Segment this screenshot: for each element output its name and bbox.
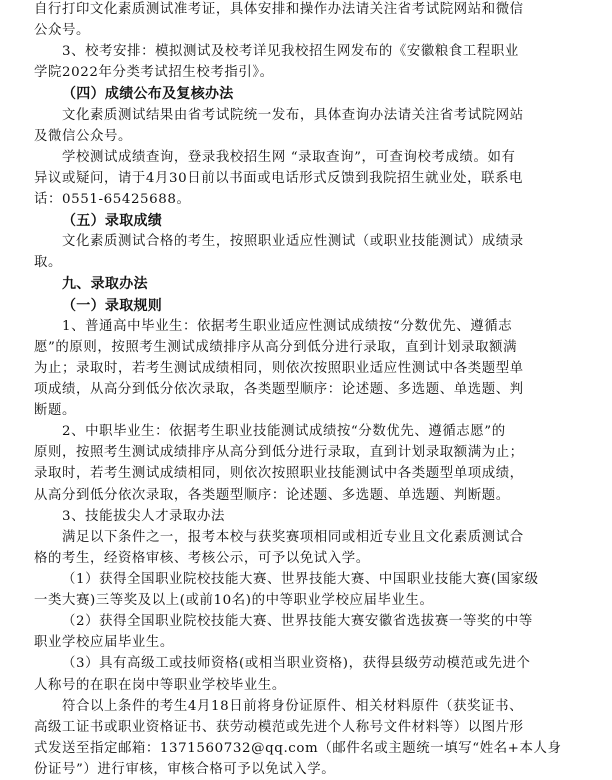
section-heading: （五）录取成绩 bbox=[62, 213, 163, 229]
paragraph-line: 人称号的在职在岗中等职业学校毕业生。 bbox=[34, 678, 286, 693]
section-heading: 九、录取办法 bbox=[62, 276, 148, 292]
paragraph-line: 高级工证书或职业资格证书、获劳动模范或先进个人称号文件材料等）以图片形 bbox=[34, 720, 524, 735]
paragraph-line: 份证号”）进行审核，审核合格可予以免试入学。 bbox=[34, 762, 336, 777]
section-heading: （一）录取规则 bbox=[62, 298, 163, 314]
paragraph-line: 及微信公众号。 bbox=[34, 129, 132, 144]
paragraph-line: 异议或疑问，请于4月30日前以书面或电话形式反馈到我院招生就业处，联系电 bbox=[34, 171, 524, 186]
paragraph-line: 符合以上条件的考生4月18日前将身份证原件、相关材料原件（获奖证书、 bbox=[62, 699, 524, 714]
paragraph-line: 1、普通高中毕业生：依据考生职业适应性测试成绩按“分数优先、遵循志 bbox=[62, 319, 513, 334]
paragraph-line: 2、中职毕业生：依据考生职业技能测试成绩按“分数优先、遵循志愿”的 bbox=[62, 424, 506, 439]
paragraph-line: 公众号。 bbox=[34, 23, 90, 38]
paragraph-line: 格的考生，经资格审核、考核公示，可予以免试入学。 bbox=[34, 551, 370, 566]
paragraph-line: 满足以下条件之一，报考本校与获奖赛项相同或相近专业且文化素质测试合 bbox=[62, 530, 524, 545]
paragraph-line: 一类大赛)三等奖及以上(或前10名)的中等职业学校应届毕业生。 bbox=[34, 593, 434, 608]
paragraph-line: （3）具有高级工或技师资格(或相当职业资格)，获得县级劳动模范或先进个 bbox=[62, 656, 531, 671]
paragraph-line: 3、校考安排：模拟测试及校考详见我校招生网发布的《安徽粮食工程职业 bbox=[62, 44, 519, 59]
paragraph-line: 职业学校应届毕业生。 bbox=[34, 635, 174, 650]
section-heading: （四）成绩公布及复核办法 bbox=[62, 86, 234, 102]
paragraph-line: 文化素质测试结果由省考试院统一发布，具体查询办法请关注省考试院网站 bbox=[62, 108, 524, 123]
paragraph-line: 愿”的原则，按照考生测试成绩排序从高分到低分进行录取，直到计划录取额满 bbox=[34, 340, 518, 355]
paragraph-line: 原则，按照考生测试成绩排序从高分到低分进行录取，直到计划录取额满为止； bbox=[34, 445, 524, 460]
paragraph-line: 为止；录取时，若考生测试成绩相同，则依次按照职业适应性测试中各类题型单 bbox=[34, 361, 524, 376]
paragraph-line: （1）获得全国职业院校技能大赛、世界技能大赛、中国职业技能大赛(国家级 bbox=[62, 572, 539, 587]
paragraph-line: 3、技能拔尖人才录取办法 bbox=[62, 509, 226, 524]
paragraph-line: 录取时，若考生测试成绩相同，则依次按照职业技能测试中各类题型单项成绩， bbox=[34, 466, 524, 481]
paragraph-line: 断题。 bbox=[34, 403, 76, 418]
paragraph-line: 话：0551-65425688。 bbox=[34, 192, 191, 207]
paragraph-line: 式发送至指定邮箱：1371560732@qq.com（邮件名或主题统一填写“姓名+本人身 bbox=[34, 741, 562, 756]
paragraph-line: 文化素质测试合格的考生，按照职业适应性测试（或职业技能测试）成绩录 bbox=[62, 234, 524, 249]
paragraph-line: 自行打印文化素质测试准考证，具体安排和操作办法请关注省考试院网站和微信 bbox=[34, 2, 524, 17]
paragraph-line: 学校测试成绩查询，登录我校招生网 “录取查询”，可查询校考成绩。如有 bbox=[62, 150, 516, 165]
paragraph-line: 学院2022年分类考试招生校考指引》。 bbox=[34, 65, 274, 80]
paragraph-line: 取。 bbox=[34, 255, 62, 270]
paragraph-line: （2）获得全国职业院校技能大赛、世界技能大赛安徽省选拔赛一等奖的中等 bbox=[62, 614, 533, 629]
paragraph-line: 项成绩，从高分到低分依次录取，各类题型顺序：论述题、多选题、单选题、判 bbox=[34, 382, 524, 397]
paragraph-line: 从高分到低分依次录取，各类题型顺序：论述题、多选题、单选题、判断题。 bbox=[34, 488, 510, 503]
